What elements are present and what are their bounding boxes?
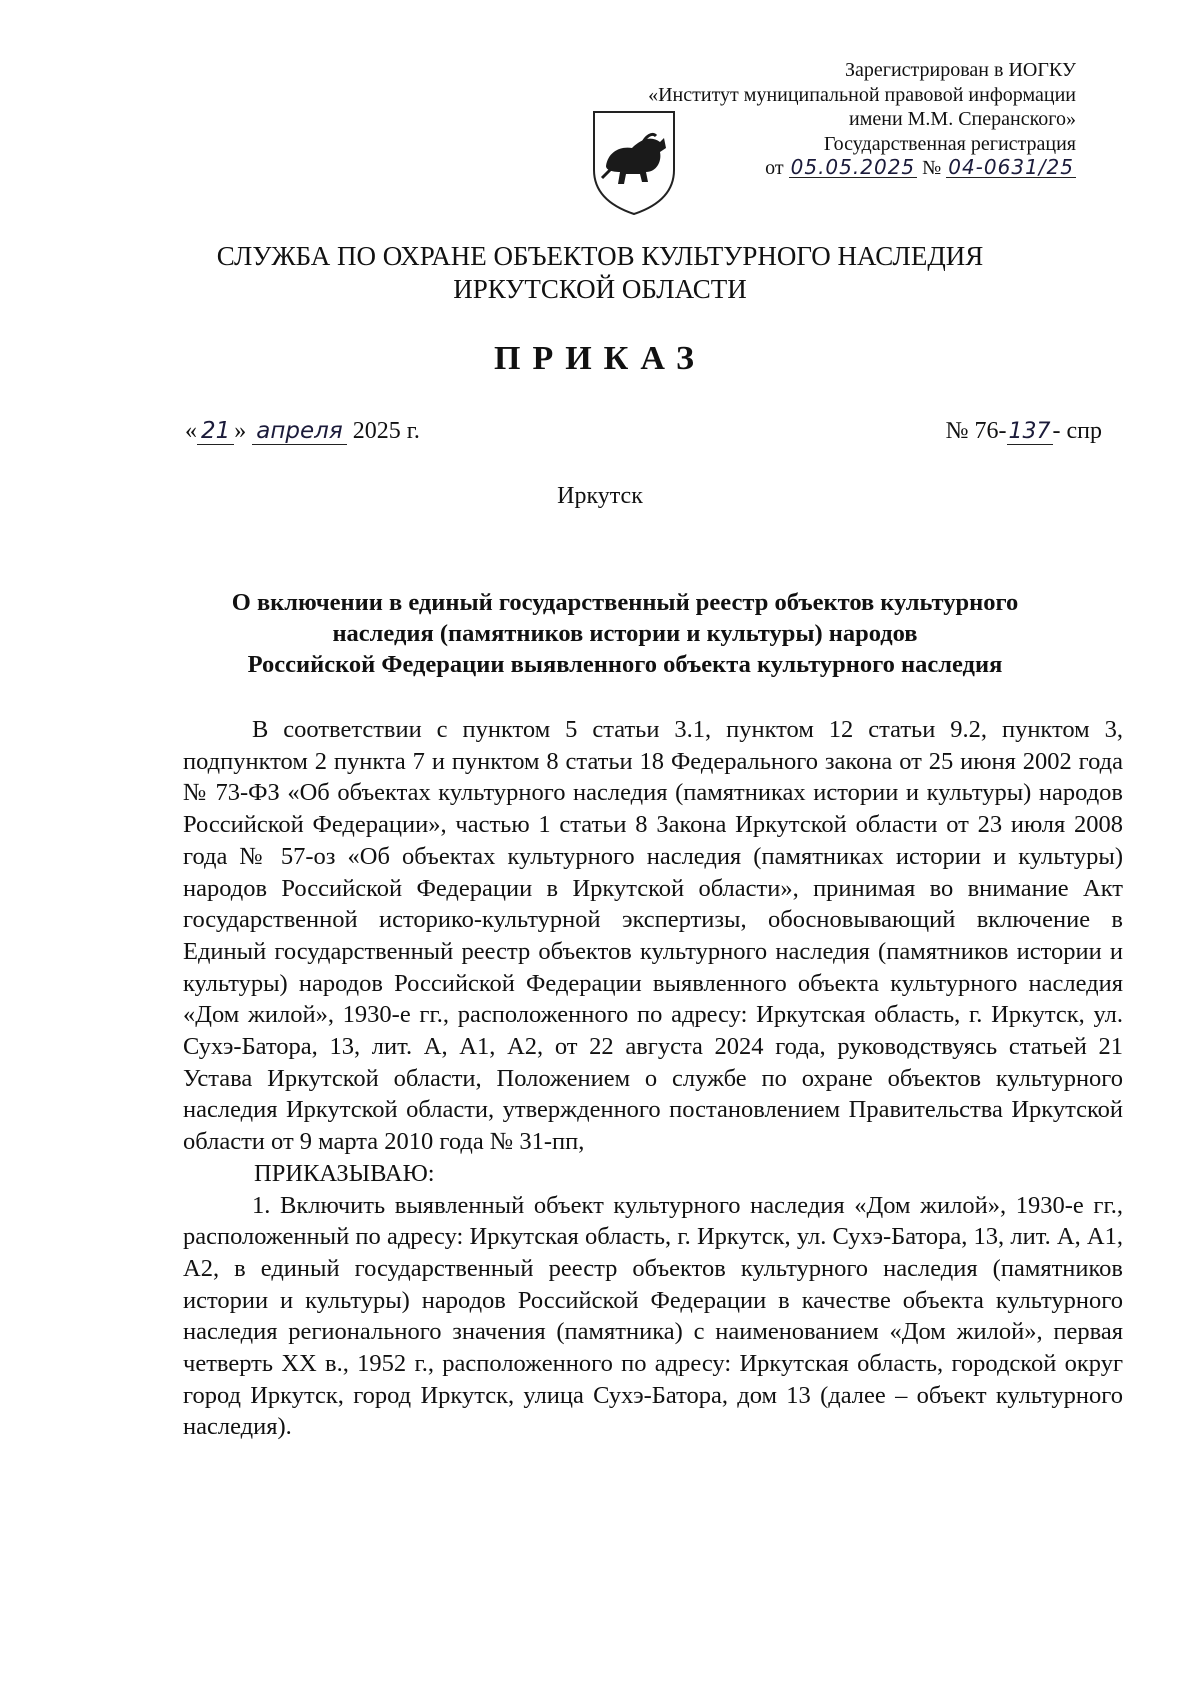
registration-line-4: Государственная регистрация xyxy=(823,132,1076,155)
order-number-suffix: - спр xyxy=(1052,418,1102,444)
irkutsk-coat-of-arms-icon xyxy=(590,108,678,216)
order-subject xyxy=(150,587,1100,680)
item-1-paragraph: 1. Включить выявленный объект культурного наследия «Дом жилой», 1930-е гг., расположенный по адресу: Иркутская область, г. Иркутск, ул. Сухэ-Батора, 13, лит. А, А1, А2, в единый государственный реестр объектов культурного наследия (памятников истории и культуры) народов Российской Федерации в качестве объекта культурного наследия регионального значения (памятника) с наименованием «Дом жилой», первая четверть XX в., 1952 г., расположенного по адресу: Иркутская область, городской округ город Иркутск, город Иркутск, улица Сухэ-Батора, дом 13 (далее – объект культурного наследия). xyxy=(183,1191,1123,1441)
order-body xyxy=(183,714,1123,1443)
agency-name xyxy=(0,240,1200,306)
order-date xyxy=(185,418,420,445)
subject-line-3: Российской Федерации выявленного объекта культурного наследия xyxy=(247,651,1003,678)
order-word: ПРИКАЗЫВАЮ: xyxy=(254,1159,435,1187)
order-number-handwritten: 137 xyxy=(1008,419,1051,444)
date-close-quote: » xyxy=(234,418,247,444)
date-day-handwritten: 21 xyxy=(197,418,234,445)
subject-line-1: О включении в единый государственный реестр объектов культурного xyxy=(231,589,1019,616)
agency-name-line-2: ИРКУТСКОЙ ОБЛАСТИ xyxy=(453,274,747,304)
registration-date-prefix: от xyxy=(765,157,784,179)
registration-line-3: имени М.М. Сперанского» xyxy=(849,108,1076,130)
preamble-paragraph: В соответствии с пунктом 5 статьи 3.1, пунктом 12 статьи 9.2, пунктом 3, подпунктом 2 пункта 7 и пунктом 8 статьи 18 Федерального закона от 25 июня 2002 года № 73-ФЗ «Об объектах культурного наследия (памятниках истории и культуры) народов Российской Федерации», частью 1 статьи 8 Закона Иркутской области от 23 июля 2008 года № 57-оз «Об объектах культурного наследия (памятниках истории и культуры) народов Российской Федерации в Иркутской области», принимая во внимание Акт государственной историко-культурной экспертизы, обосновывающий включение в Единый государственный реестр объектов культурного наследия (памятников истории и культуры) народов Российской Федерации выявленного объекта культурного наследия «Дом жилой», 1930-е гг., расположенного по адресу: Иркутская область, г. Иркутск, ул. Сухэ-Батора, 13, лит. А, А1, А2, от 22 августа 2024 года, руководствуясь статьей 21 Устава Иркутской области, Положением о службе по охране объектов культурного наследия Иркутской области, утвержденного постановлением Правительства Иркутской области от 9 марта 2010 года № 31-пп, xyxy=(183,716,1123,1156)
registration-number-prefix: № xyxy=(922,157,942,179)
registration-date-handwritten: 05.05.2025 xyxy=(790,155,916,179)
registration-line-2: «Институт муниципальной правовой информации xyxy=(648,83,1076,106)
date-year: 2025 г. xyxy=(352,418,420,444)
subject-line-2: наследия (памятников истории и культуры) народов xyxy=(332,620,918,647)
document-type-title: ПРИКАЗ xyxy=(494,340,706,377)
registration-line-1: Зарегистрирован в ИОГКУ xyxy=(845,59,1076,81)
date-month-handwritten: апреля xyxy=(252,418,346,445)
city: Иркутск xyxy=(557,483,643,509)
date-open-quote: « xyxy=(185,418,197,444)
order-number xyxy=(946,418,1102,445)
registration-number-handwritten: 04-0631/25 xyxy=(948,155,1074,179)
agency-name-line-1: СЛУЖБА ПО ОХРАНЕ ОБЪЕКТОВ КУЛЬТУРНОГО НАСЛЕДИЯ xyxy=(216,241,984,271)
order-number-prefix: № 76- xyxy=(945,418,1007,444)
